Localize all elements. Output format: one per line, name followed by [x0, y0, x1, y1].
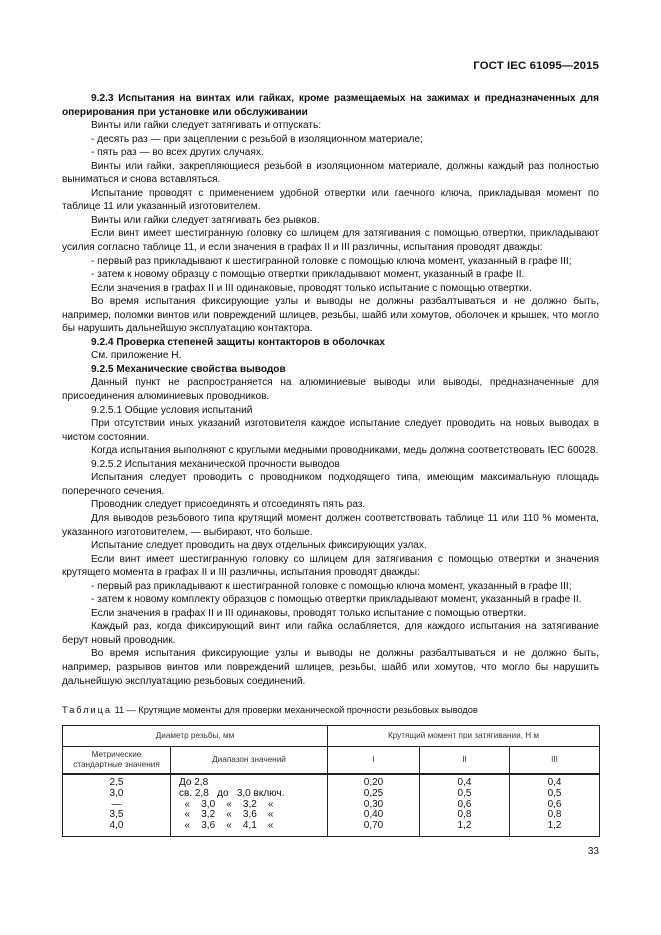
table-caption-text: 11 — Крутящие моменты для проверки механической прочности резьбовых выводов — [112, 705, 478, 715]
paragraph: 9.2.5.2 Испытания механической прочности выводов — [91, 458, 340, 470]
table-caption-label: Таблица — [62, 705, 113, 715]
paragraph: - десять раз — при зацеплении с резьбой в изоляционном материале; — [91, 133, 423, 145]
cell-value-i: 0,20 — [363, 777, 384, 788]
cell-metric — [63, 774, 171, 836]
cell-value-range: « 3,6 « 4,1 « — [179, 820, 274, 832]
table-caption — [62, 704, 599, 716]
cell-value-metric: — — [111, 798, 122, 810]
cell-value-range: « 3,2 « 3,6 « — [179, 809, 274, 821]
table-body-row — [63, 774, 600, 836]
cell-value-range: До 2,8 — [179, 777, 209, 788]
column-iii: III — [510, 747, 600, 775]
paragraph: - затем к новому комплекту образцов с помощью отвертки прикладывают момент, указанный в графе II. — [91, 594, 582, 606]
paragraph: Данный пункт не распространяется на алюминиевые выводы или выводы, предназначенные для присоединения алюминиевых проводников. — [62, 377, 599, 403]
paragraph: Когда испытания выполняют с круглыми медными проводниками, медь должна соответствовать IEC 60028. — [91, 445, 599, 457]
paragraph: - первый раз прикладывают к шестигранной головке с помощью ключа момент, указанный в графе III; — [91, 580, 572, 592]
paragraph: Для выводов резьбового типа крутящий момент должен соответствовать таблице 11 или 110 % момента, указанного изготовителем, — выбирают, что больше. — [62, 512, 599, 538]
paragraph: Если винт имеет шестигранную головку со шлицем для затягивания с помощью отвертки, прикладывают усилия согласно таблице 11, и если значения в графах II и III различны, испытания проводят дважды: — [62, 228, 599, 254]
cell-value-ii: 0,4 — [457, 777, 472, 788]
paragraph: См. приложение Н. — [91, 350, 182, 362]
paragraph: Винты или гайки следует затягивать и отпускать: — [91, 120, 322, 132]
cell-value-metric: 2,5 — [109, 777, 124, 788]
cell-value-i: 0,70 — [363, 820, 384, 832]
header-diameter: Диаметр резьбы, мм — [63, 726, 328, 747]
cell-value-range: св. 2,8 до 3,0 включ. — [179, 787, 285, 799]
cell-iii — [510, 774, 600, 836]
cell-value-ii: 1,2 — [457, 820, 472, 832]
cell-range — [171, 774, 328, 836]
cell-value-iii: 0,4 — [547, 777, 562, 788]
cell-value-ii: 0,6 — [457, 798, 472, 810]
paragraph: Если значения в графах II и III одинаковые, проводят только испытание с помощью отвертки. — [91, 282, 532, 294]
paragraph: Каждый раз, когда фиксирующий винт или гайка ослабляется, для каждого испытания на затягивание берут новый проводник. — [62, 621, 599, 646]
cell-value-iii: 0,8 — [547, 809, 562, 821]
paragraph: - пять раз — во всех других случаях. — [91, 147, 264, 159]
paragraph: Испытание следует проводить на двух отдельных фиксирующих узлах. — [91, 540, 427, 552]
cell-value-iii: 1,2 — [547, 820, 562, 832]
cell-value-range: « 3,0 « 3,2 « — [179, 798, 274, 810]
paragraph: Винты или гайки, закрепляющиеся резьбой в изоляционном материале, должны каждый раз полностью выниматься и снова вставляться. — [62, 160, 599, 186]
torque-table — [62, 725, 600, 837]
column-i: I — [328, 747, 420, 775]
cell-value-metric: 3,0 — [109, 787, 124, 799]
cell-value-metric: 3,5 — [109, 809, 124, 821]
cell-value-i: 0,25 — [363, 787, 384, 799]
cell-value-i: 0,40 — [363, 809, 384, 821]
paragraph: 9.2.3 Испытания на винтах или гайках, кроме размещаемых на зажимах и предназначенных для оперирования при установке или обслуживании — [62, 93, 599, 118]
cell-i — [328, 774, 420, 836]
paragraph: 9.2.5 Механические свойства выводов — [91, 363, 286, 375]
cell-value-iii: 0,6 — [547, 798, 562, 810]
paragraph: 9.2.5.1 Общие условия испытаний — [91, 404, 253, 416]
paragraph: - первый раз прикладывают к шестигранной головке с помощью ключа момент, указанный в графе III; — [91, 255, 572, 267]
cell-value-metric: 4,0 — [109, 820, 124, 832]
column-ii: II — [420, 747, 510, 775]
paragraph: Во время испытания фиксирующие узлы и выводы не должны разбалтываться и не должно быть, например, разрывов винтов или повреждений шлицев, резьбы, шайб или хомутов, что могло бы нарушить дальнейшую эксплуатацию резьбовых соединений. — [62, 648, 599, 687]
column-range: Диапазон значений — [171, 747, 328, 775]
document-body — [62, 92, 599, 688]
header-torque: Крутящий момент при затягивании, Н м — [328, 726, 600, 747]
paragraph: Во время испытания фиксирующие узлы и выводы не должны разбалтываться и не должно быть, например, поломки винтов или повреждений шлицев, резьбы, шайб или хомутов, оболочек и крышек, что могло бы нарушить дальнейшую эксплуатацию контактора. — [62, 296, 599, 335]
cell-ii — [420, 774, 510, 836]
cell-value-ii: 0,8 — [457, 809, 472, 821]
page-number: 33 — [587, 846, 599, 857]
cell-value-iii: 0,5 — [547, 787, 562, 799]
cell-value-ii: 0,5 — [457, 787, 472, 799]
paragraph: При отсутствии иных указаний изготовителя каждое испытание следует проводить на новых выводах в чистом состоянии. — [62, 418, 599, 443]
standard-designation: ГОСТ IEC 61095—2015 — [473, 60, 599, 72]
column-metric: Метрические стандартные значения — [63, 747, 171, 775]
paragraph: Если винт имеет шестигранную головку со шлицем для затягивания с помощью отвертки и значения крутящего момента в графах II и III различны, испытания проводят дважды: — [62, 553, 599, 579]
paragraph: Если значения в графах II и III одинаковы, проводят только испытание с помощью отвертки. — [91, 607, 527, 619]
paragraph: Винты или гайки следует затягивать без рывков. — [91, 214, 320, 226]
paragraph: 9.2.4 Проверка степеней защиты контакторов в оболочках — [91, 336, 386, 348]
paragraph: - затем к новому образцу с помощью отвертки прикладывают момент, указанный в графе II. — [91, 269, 525, 281]
paragraph: Проводник следует присоединять и отсоединять пять раз. — [91, 499, 366, 511]
cell-value-i: 0,30 — [363, 798, 384, 810]
paragraph: Испытание проводят с применением удобной отвертки или гаечного ключа, прикладывая момент по таблице 11 или указанный изготовителем. — [62, 187, 599, 213]
paragraph: Испытания следует проводить с проводником подходящего типа, имеющим максимальную площадь поперечного сечения. — [62, 472, 599, 497]
